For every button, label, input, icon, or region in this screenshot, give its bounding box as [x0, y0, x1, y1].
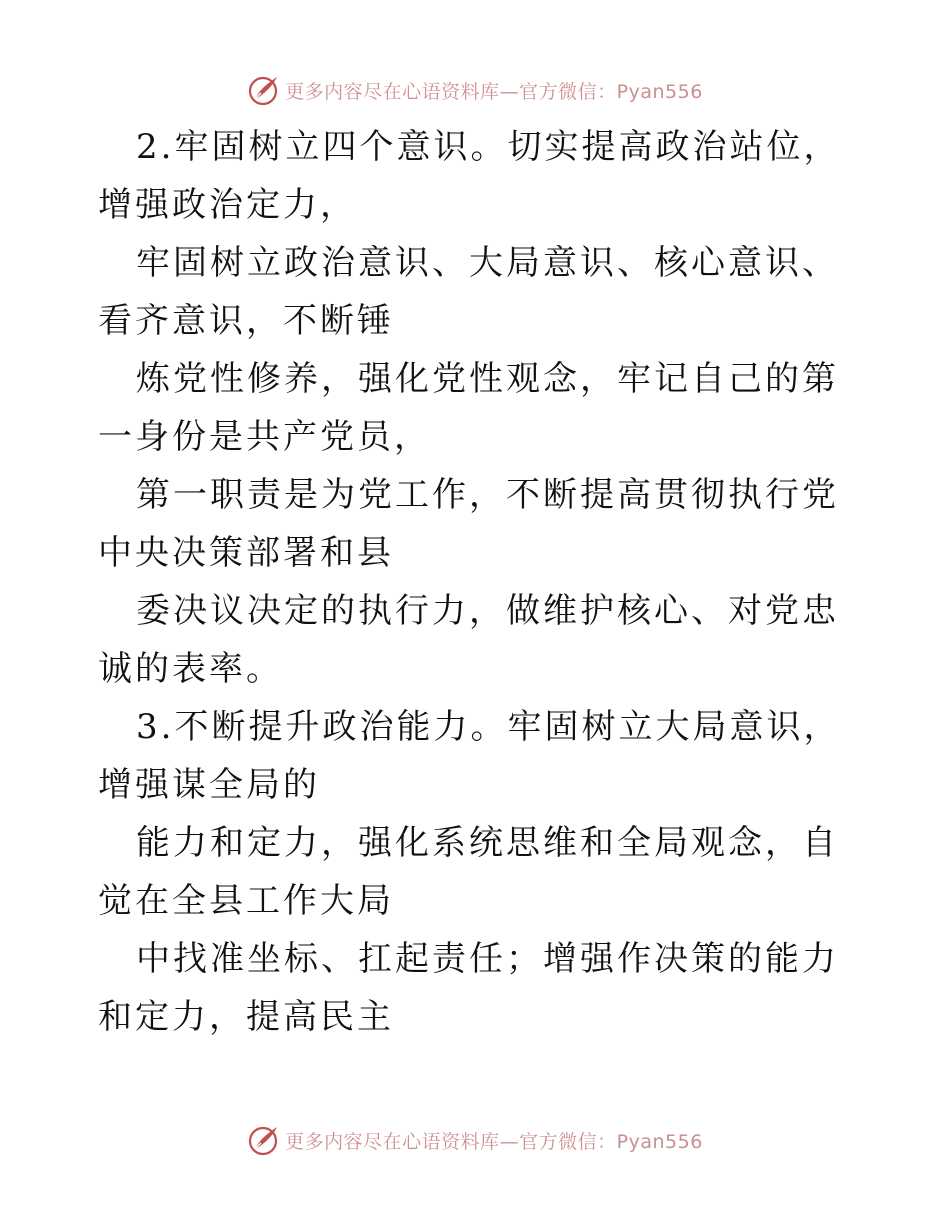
footer-banner-text: 更多内容尽在心语资料库—官方微信：Pyan556	[285, 1130, 703, 1153]
footer-wechat-id: Pyan556	[616, 1130, 703, 1153]
paragraph: 2.牢固树立四个意识。切实提高政治站位，增强政治定力，	[98, 127, 841, 225]
quill-pen-logo-icon	[247, 1123, 281, 1157]
quill-pen-logo-icon	[247, 73, 281, 107]
footer-watermark-banner	[0, 1122, 950, 1158]
header-wechat-id: Pyan556	[616, 80, 703, 103]
paragraph: 委决议决定的执行力，做维护核心、对党忠诚的表率。	[98, 591, 839, 689]
paragraph: 第一职责是为党工作，不断提高贯彻执行党中央决策部署和县	[98, 475, 839, 573]
paragraph: 能力和定力，强化系统思维和全局观念，自觉在全县工作大局	[98, 823, 839, 921]
paragraph: 3.不断提升政治能力。牢固树立大局意识，增强谋全局的	[98, 707, 841, 805]
header-banner-text: 更多内容尽在心语资料库—官方微信：Pyan556	[285, 80, 703, 103]
header-watermark-banner	[0, 72, 950, 108]
document-body	[98, 118, 858, 1046]
paragraph: 中找准坐标、扛起责任；增强作决策的能力和定力，提高民主	[98, 939, 839, 1037]
paragraph: 炼党性修养，强化党性观念，牢记自己的第一身份是共产党员，	[98, 359, 839, 457]
paragraph: 牢固树立政治意识、大局意识、核心意识、看齐意识，不断锤	[98, 243, 839, 341]
